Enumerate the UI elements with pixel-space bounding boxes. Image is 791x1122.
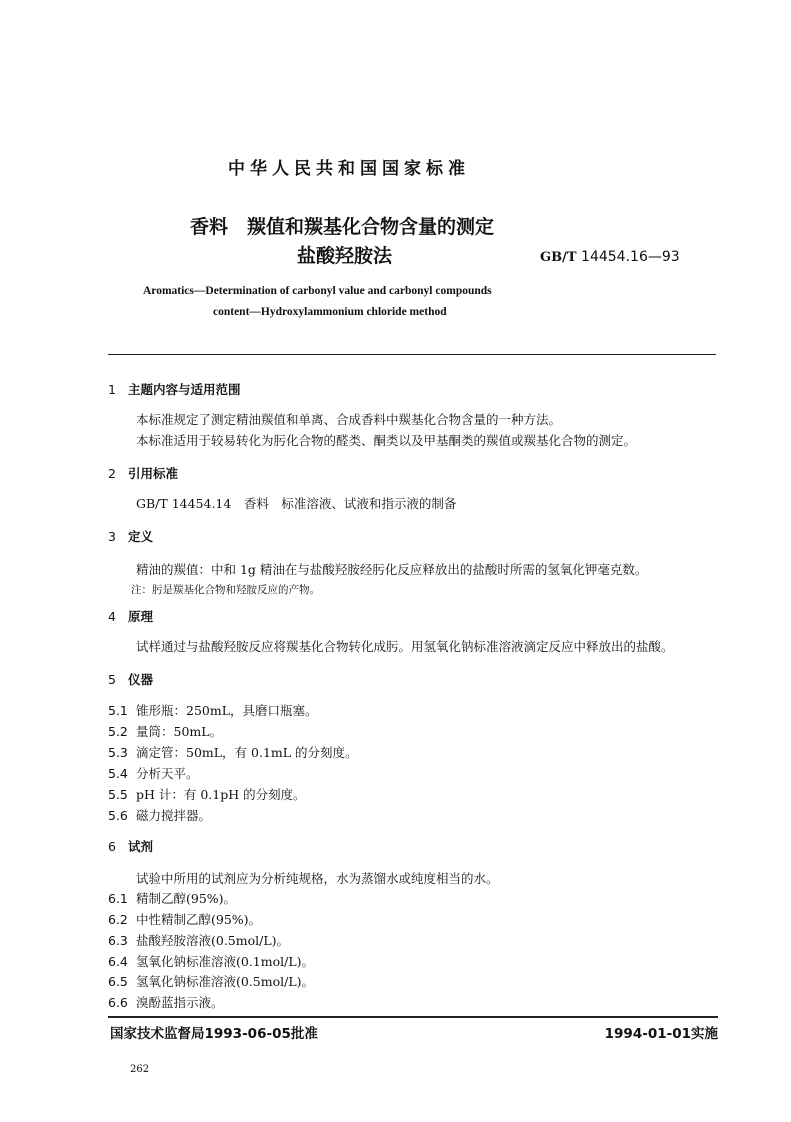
list-item: 6.1 精制乙醇(95%)。: [108, 891, 237, 906]
principle: 试样通过与盐酸羟胺反应将羰基化合物转化成肟。用氢氧化钠标准溶液滴定反应中释放出的盐酸。: [136, 639, 674, 654]
paragraph: 本标准适用于较易转化为肟化合物的醛类、酮类以及甲基酮类的羰值或羰基化合物的测定。: [136, 433, 637, 448]
list-item: 5.6 磁力搅拌器。: [108, 808, 212, 823]
section-2-heading: 2 引用标准: [108, 466, 179, 481]
list-item: 5.2 量筒：50mL。: [108, 724, 223, 739]
note: 注：肟是羰基化合物和羟胺反应的产物。: [131, 584, 320, 596]
doc-title-line2: 盐酸羟胺法: [297, 245, 393, 267]
reference-standard: GB/T 14454.14 香料 标准溶液、试液和指示液的制备: [136, 496, 457, 511]
standard-code: [540, 250, 680, 264]
paragraph: 试验中所用的试剂应为分析纯规格，水为蒸馏水或纯度相当的水。: [136, 871, 499, 886]
list-item: 5.1 锥形瓶：250mL，具磨口瓶塞。: [108, 703, 318, 718]
header-divider: [108, 354, 716, 355]
english-title-line1: Aromatics—Determination of carbonyl value and carbonyl compounds: [143, 285, 492, 297]
approval-date: 国家技术监督局1993-06-05批准: [110, 1026, 318, 1042]
list-item: 5.4 分析天平。: [108, 766, 199, 781]
list-item: 6.3 盐酸羟胺溶液(0.5mol/L)。: [108, 933, 290, 948]
code-number: 14454.16—93: [581, 249, 680, 265]
list-item: 5.5 pH 计：有 0.1pH 的分刻度。: [108, 787, 306, 802]
list-item: 6.5 氢氧化钠标准溶液(0.5mol/L)。: [108, 974, 315, 989]
english-title-line2: content—Hydroxylammonium chloride method: [213, 306, 447, 318]
paragraph: 本标准规定了测定精油羰值和单离、合成香料中羰基化合物含量的一种方法。: [136, 412, 562, 427]
page-number: 262: [130, 1064, 150, 1075]
doc-title-line1: 香料 羰值和羰基化合物含量的测定: [190, 216, 495, 238]
list-item: 5.3 滴定管：50mL，有 0.1mL 的分刻度。: [108, 745, 358, 760]
effective-date: 1994-01-01实施: [604, 1026, 718, 1042]
section-4-heading: 4 原理: [108, 609, 154, 624]
section-3-heading: 3 定义: [108, 529, 154, 544]
definition: 精油的羰值：中和 1g 精油在与盐酸羟胺经肟化反应释放出的盐酸时所需的氢氧化钾毫克数。: [136, 562, 648, 577]
list-item: 6.6 溴酚蓝指示液。: [108, 995, 224, 1010]
list-item: 6.4 氢氧化钠标准溶液(0.1mol/L)。: [108, 954, 315, 969]
section-1-heading: 1 主题内容与适用范围: [108, 382, 241, 397]
section-6-heading: 6 试剂: [108, 839, 154, 854]
section-5-heading: 5 仪器: [108, 672, 154, 687]
standard-header: 中华人民共和国国家标准: [228, 159, 470, 179]
code-prefix: GB/T: [540, 250, 577, 265]
footer-divider: [108, 1016, 718, 1018]
list-item: 6.2 中性精制乙醇(95%)。: [108, 912, 262, 927]
